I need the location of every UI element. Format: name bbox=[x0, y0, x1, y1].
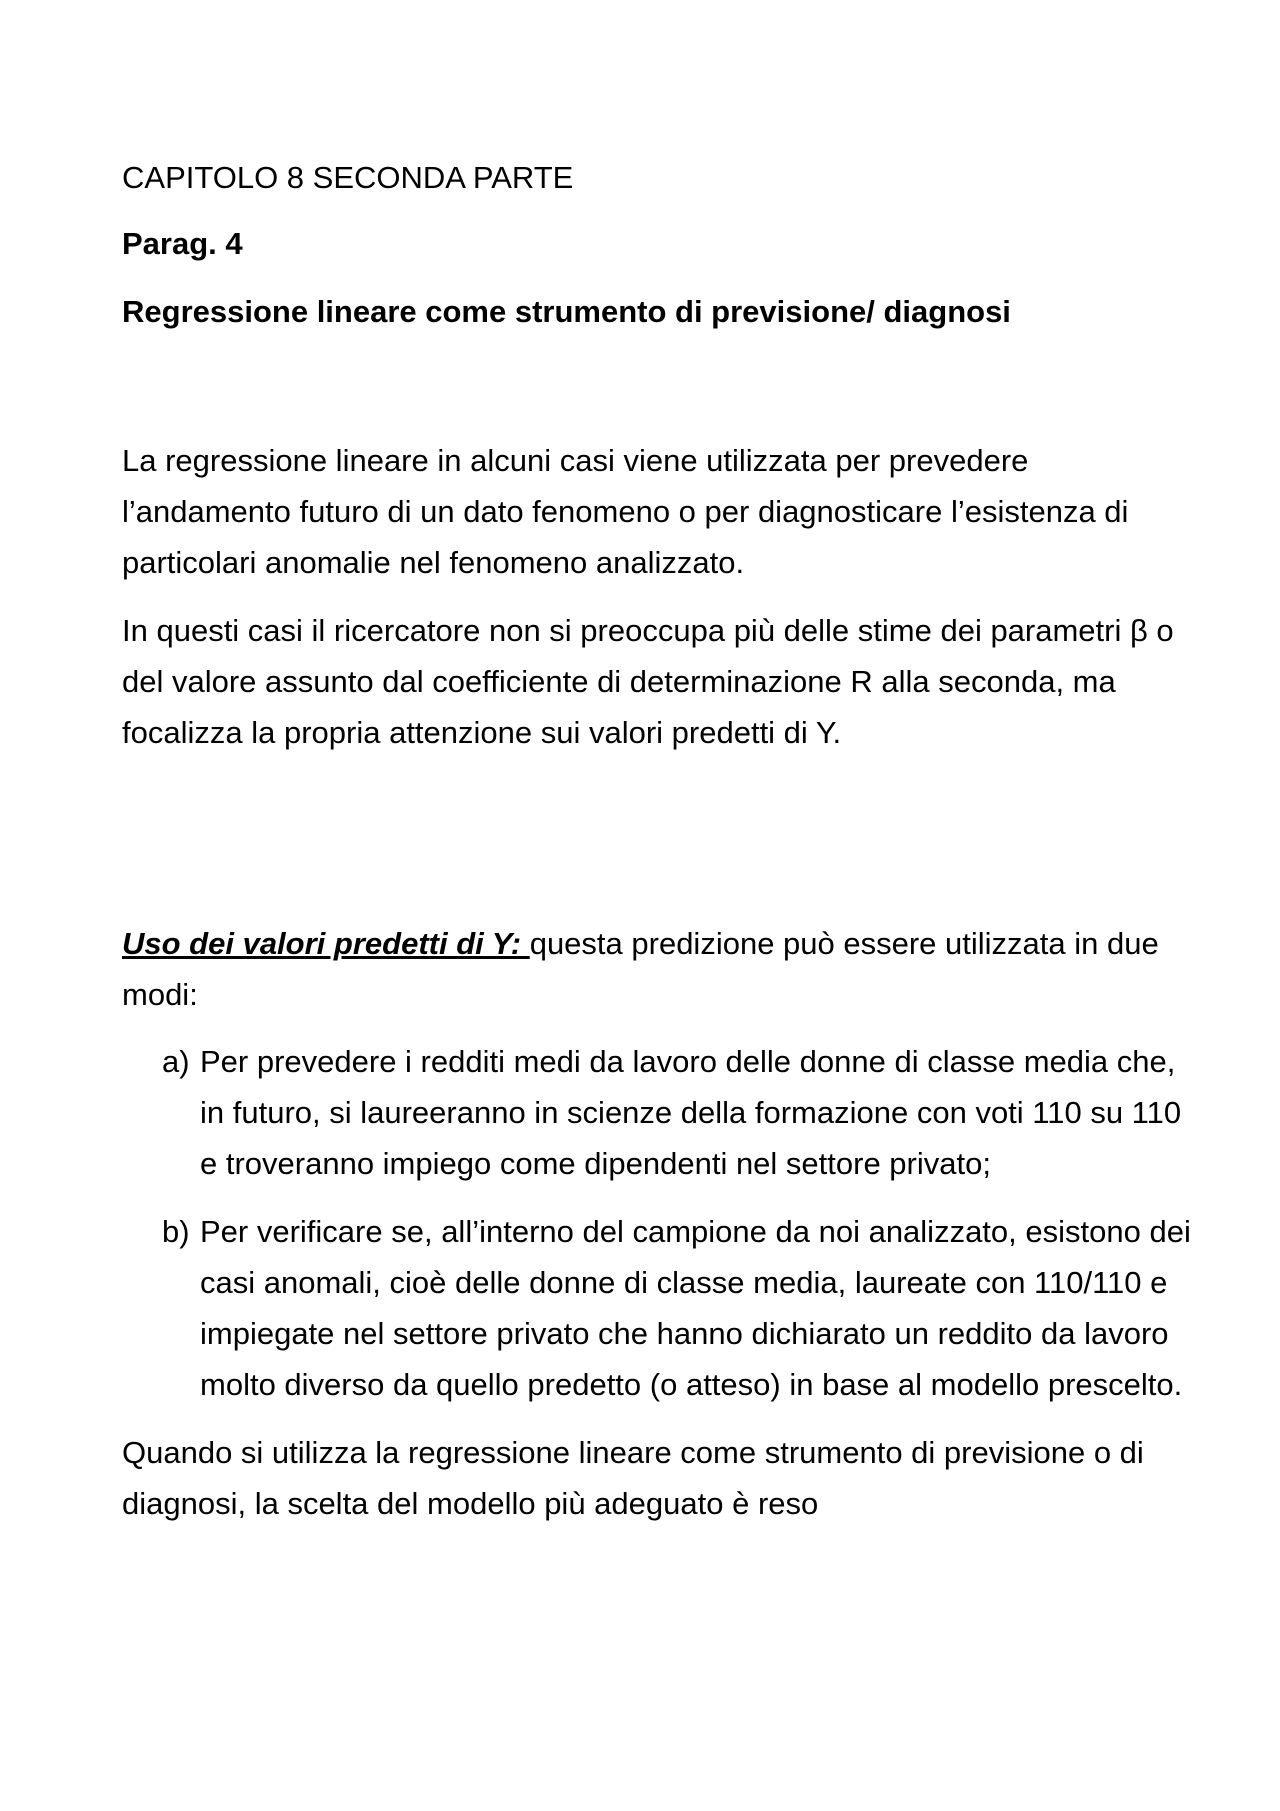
usage-text: questa predizione può essere utilizzata in due modi: bbox=[122, 926, 1159, 1012]
list-marker: a) bbox=[162, 1044, 190, 1079]
document-page bbox=[122, 160, 1192, 1529]
body-paragraph-2: In questi casi il ricercatore non si preoccupa più delle stime dei parametri β o del valore assunto dal coefficiente di determinazione R alla seconda, ma focalizza la propria attenzione sui valori predetti di Y. bbox=[122, 613, 1174, 750]
chapter-heading: CAPITOLO 8 SECONDA PARTE bbox=[122, 160, 574, 195]
list-marker: b) bbox=[162, 1214, 190, 1249]
section-title: Regressione lineare come strumento di previsione/ diagnosi bbox=[122, 294, 1011, 329]
paragraph-number: Parag. 4 bbox=[122, 226, 243, 261]
usage-paragraph bbox=[122, 918, 1192, 1020]
list-item-text: Per prevedere i redditi medi da lavoro delle donne di classe media che, in futuro, si laureeranno in scienze della formazione con voti 110 su 110 e troveranno impiego come dipendenti nel settore privato; bbox=[200, 1044, 1182, 1181]
body-paragraph-1: La regressione lineare in alcuni casi viene utilizzata per prevedere l’andamento futuro di un dato fenomeno o per diagnosticare l’esistenza di particolari anomalie nel fenomeno analizzato. bbox=[122, 443, 1129, 580]
list-item-text: Per verificare se, all’interno del campione da noi analizzato, esistono dei casi anomali, cioè delle donne di classe media, laureate con 110/110 e impiegate nel settore privato che hanno dichiarato un reddito da lavoro molto diverso da quello predetto (o atteso) in base al modello prescelto. bbox=[200, 1214, 1191, 1402]
closing-paragraph: Quando si utilizza la regressione lineare come strumento di previsione o di diagnosi, la scelta del modello più adeguato è reso bbox=[122, 1435, 1144, 1521]
list-item bbox=[122, 1206, 1192, 1410]
usage-list bbox=[122, 1036, 1192, 1410]
usage-label: Uso dei valori predetti di Y: bbox=[122, 926, 530, 961]
list-item bbox=[122, 1036, 1192, 1189]
